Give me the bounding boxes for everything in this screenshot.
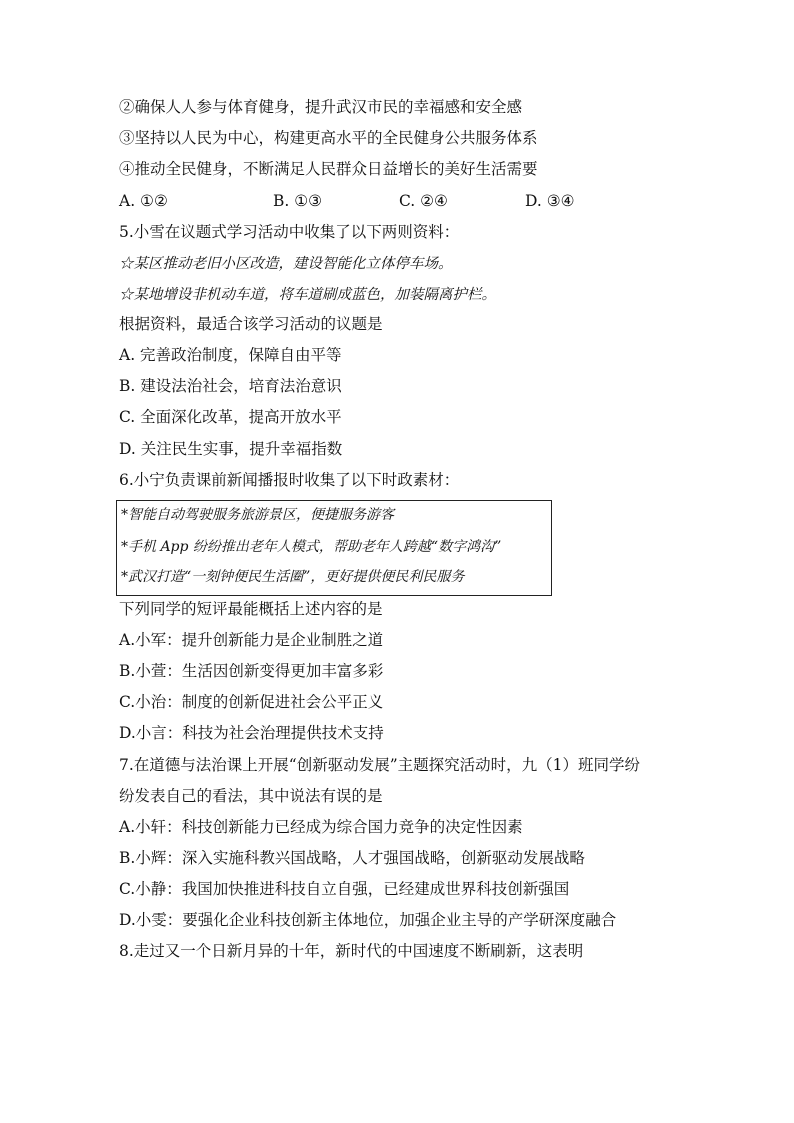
q5-material-1: ☆某区推动老旧小区改造，建设智能化立体停车场。 — [119, 256, 453, 272]
q7-option-c[interactable]: C.小静：我国加快推进科技自立自强，已经建成世界科技创新强国 — [119, 880, 570, 898]
q6-option-d[interactable]: D.小言：科技为社会治理提供技术支持 — [119, 724, 384, 742]
q6-option-a[interactable]: A.小军：提升创新能力是企业制胜之道 — [119, 631, 384, 649]
q4-item-4: ④推动全民健身，不断满足人民群众日益增长的美好生活需要 — [119, 160, 538, 178]
q6-question: 下列同学的短评最能概括上述内容的是 — [119, 600, 383, 618]
q7-stem-line-1: 7.在道德与法治课上开展“创新驱动发展”主题探究活动时，九（1）班同学纷 — [119, 756, 641, 774]
q4-item-3: ③坚持以人民为中心，构建更高水平的全民健身公共服务体系 — [119, 129, 538, 147]
q5-option-d[interactable]: D. 关注民生实事，提升幸福指数 — [119, 440, 343, 458]
q5-option-a[interactable]: A. 完善政治制度，保障自由平等 — [119, 346, 342, 364]
q5-option-c[interactable]: C. 全面深化改革，提高开放水平 — [119, 408, 342, 426]
q6-box-line-1: *智能自动驾驶服务旅游景区，便捷服务游客 — [121, 507, 394, 523]
q6-material-box — [116, 500, 552, 596]
q6-option-c[interactable]: C.小治：制度的创新促进社会公平正义 — [119, 693, 384, 711]
q8-stem: 8.走过又一个日新月异的十年，新时代的中国速度不断刷新，这表明 — [119, 942, 584, 960]
q5-option-b[interactable]: B. 建设法治社会，培育法治意识 — [119, 377, 342, 395]
q4-option-a[interactable]: A. ①② — [119, 192, 168, 210]
q7-option-b[interactable]: B.小辉：深入实施科教兴国战略，人才强国战略，创新驱动发展战略 — [119, 849, 585, 867]
q6-box-line-2: *手机 App 纷纷推出老年人模式，帮助老年人跨越“数字鸿沟” — [121, 539, 502, 555]
q5-material-2: ☆某地增设非机动车道，将车道刷成蓝色，加装隔离护栏。 — [119, 287, 496, 303]
q6-stem: 6.小宁负责课前新闻播报时收集了以下时政素材： — [119, 471, 460, 489]
q4-options — [119, 191, 639, 211]
q5-question: 根据资料，最适合该学习活动的议题是 — [119, 315, 383, 333]
q6-option-b[interactable]: B.小萱：生活因创新变得更加丰富多彩 — [119, 662, 384, 680]
q4-item-2: ②确保人人参与体育健身，提升武汉市民的幸福感和安全感 — [119, 98, 523, 116]
q7-stem-line-2: 纷发表自己的看法，其中说法有误的是 — [119, 787, 383, 805]
q5-stem: 5.小雪在议题式学习活动中收集了以下两则资料： — [119, 223, 460, 241]
q4-option-c[interactable]: C. ②④ — [399, 192, 448, 210]
q7-option-a[interactable]: A.小轩：科技创新能力已经成为综合国力竞争的决定性因素 — [119, 818, 523, 836]
q6-box-line-3: *武汉打造“一刻钟便民生活圈”，更好提供便民利民服务 — [121, 569, 465, 585]
q7-option-d[interactable]: D.小雯：要强化企业科技创新主体地位，加强企业主导的产学研深度融合 — [119, 911, 617, 929]
q4-option-d[interactable]: D. ③④ — [525, 192, 575, 210]
q4-option-b[interactable]: B. ①③ — [273, 192, 323, 210]
